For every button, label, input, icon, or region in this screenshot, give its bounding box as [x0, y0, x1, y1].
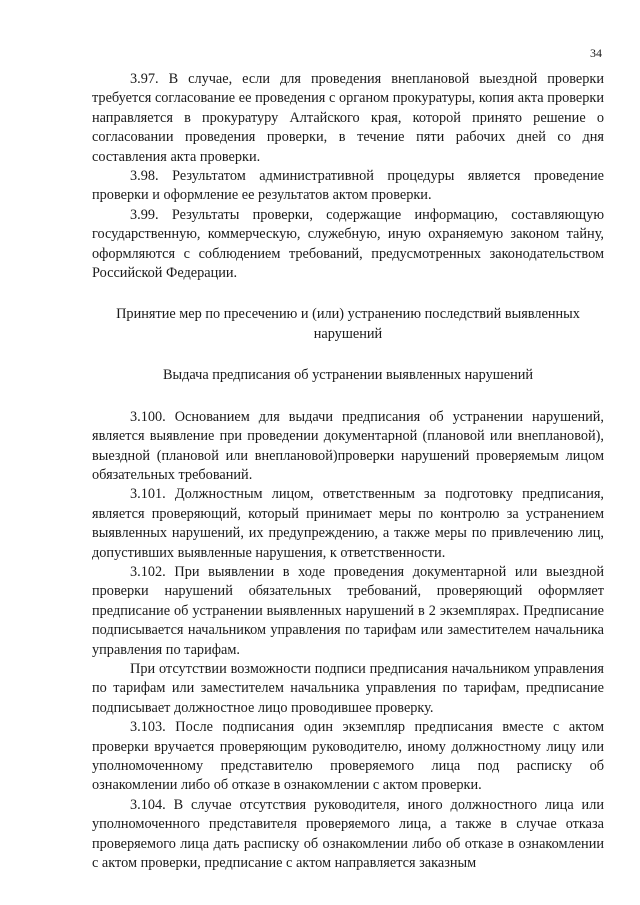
- paragraph-3-97: 3.97. В случае, если для проведения внеплановой выездной проверки требуется согласование ее проведения с органом прокуратуры, копия акта проверки направляется в прокуратуру Алтайского края, которой принято решение о согласовании проведения проверки, в течение пяти рабочих дней со дня составления акта проверки.: [92, 71, 604, 165]
- document-body: [92, 0, 604, 873]
- subsection-heading: Выдача предписания об устранении выявленных нарушений: [162, 367, 534, 384]
- paragraph-3-103: 3.103. После подписания один экземпляр предписания вместе с актом проверки вручается проверяющим руководителю, иному должностному лицу или уполномоченному представителю проверяемого лица под расписку об ознакомлении либо об отказе в ознакомлении с актом проверки.: [92, 719, 604, 794]
- paragraph-3-102: 3.102. При выявлении в ходе проведения документарной или выездной проверки нарушений обязательных требований, проверяющий оформляет предписание об устранении выявленных нарушений в 2 экземплярах. Предписание подписывается начальником управления по тарифам или заместителем начальника управления по тарифам.: [92, 563, 604, 658]
- paragraph-3-99: 3.99. Результаты проверки, содержащие информацию, составляющую государственную, коммерческую, служебную, иную охраняемую законом тайну, оформляются с соблюдением требований, предусмотренных законодательством Российской Федерации.: [92, 206, 604, 282]
- paragraph-3-104: 3.104. В случае отсутствия руководителя, иного должностного лица или уполномоченного представителя проверяемого лица, а также в случае отказа проверяемого лица дать расписку об ознакомлении либо об отказе в ознакомлении с актом проверки, предписание с актом направляется заказным: [92, 796, 604, 872]
- paragraph-signature-absence: При отсутствии возможности подписи предписания начальником управления по тарифам или заместителем начальника управления по тарифам, предписание подписывает должностное лицо проводившее проверку.: [92, 660, 604, 716]
- paragraph-3-101: 3.101. Должностным лицом, ответственным за подготовку предписания, является проверяющий, который принимает меры по контролю за устранением выявленных нарушений, их предупреждению, а также меры по привлечению лиц, допустивших выявленные нарушения, к ответственности.: [92, 486, 604, 561]
- paragraph-3-98: 3.98. Результатом административной процедуры является проведение проверки и оформление ее результатов актом проверки.: [92, 168, 604, 204]
- paragraph-3-100: 3.100. Основанием для выдачи предписания об устранении нарушений, является выявление при проведении документарной (плановой или внеплановой), выездной (плановой или внеплановой)проверки нарушений проверяемым лицом обязательных требований.: [92, 408, 604, 483]
- page-number: 34: [590, 46, 602, 60]
- section-heading: Принятие мер по пресечению и (или) устранению последствий выявленных нарушений: [116, 306, 580, 342]
